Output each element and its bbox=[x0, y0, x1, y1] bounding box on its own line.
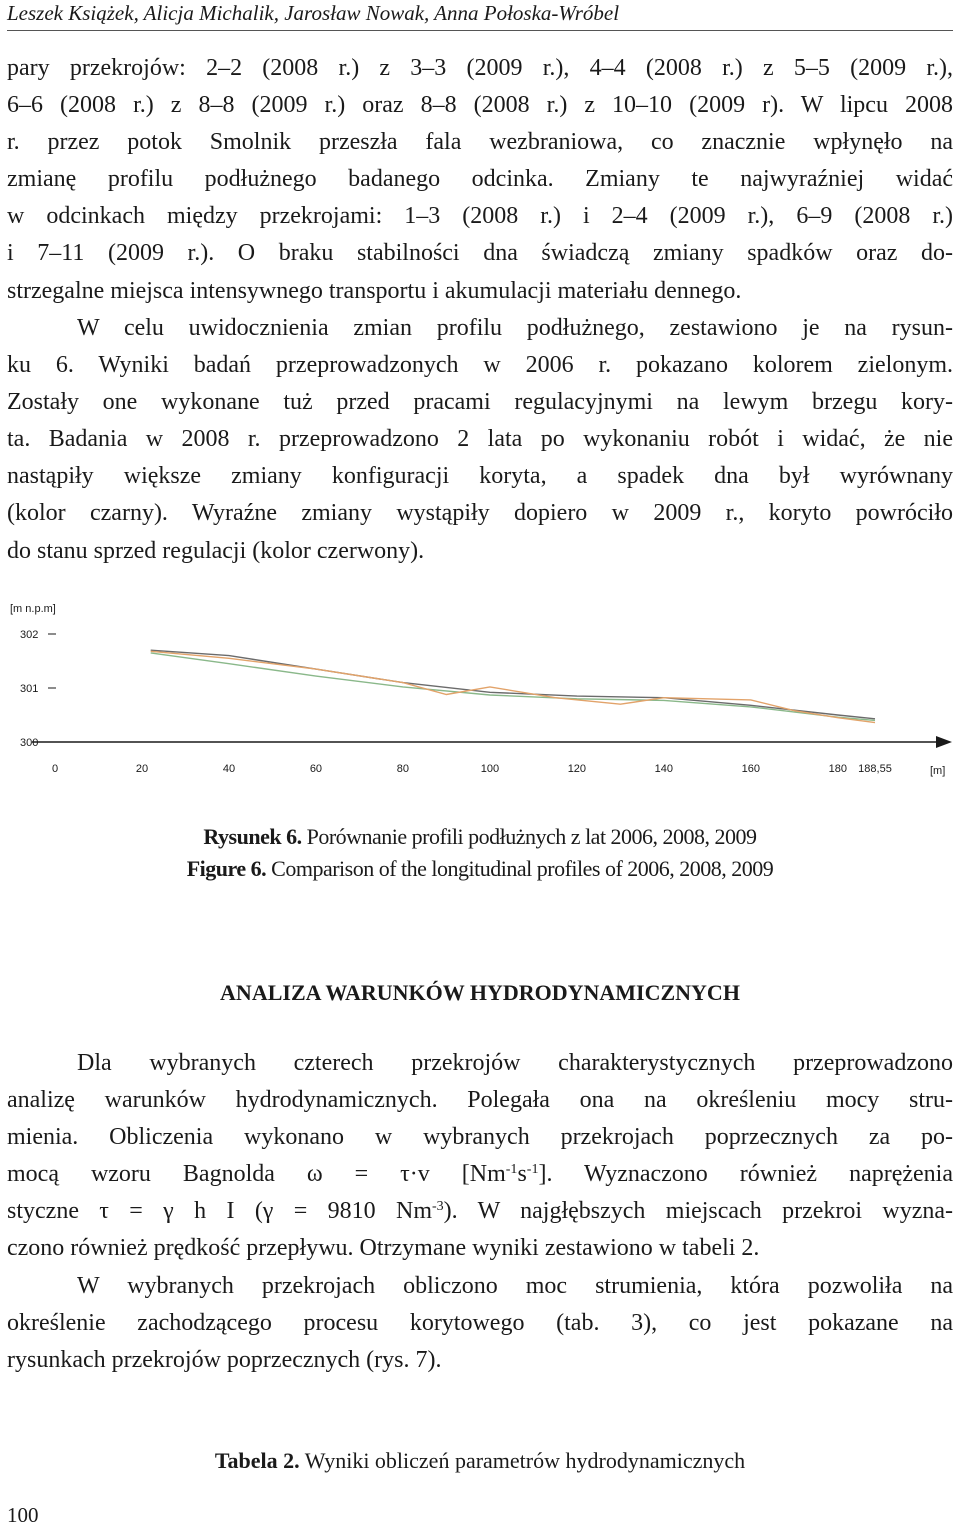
y-tick-label: 300 bbox=[20, 737, 39, 749]
text-line: strzegalne miejsca intensywnego transportu i akumulacji materiału dennego. bbox=[7, 277, 742, 304]
longitudinal-profile-chart bbox=[0, 596, 960, 786]
paragraph-3 bbox=[7, 1045, 953, 1268]
text-line: W wybranych przekrojach obliczono moc strumienia, która pozwoliła na bbox=[77, 1273, 953, 1299]
text-line: w odcinkach między przekrojami: 1–3 (2008 r.) i 2–4 (2009 r.), 6–9 (2008 r.) bbox=[7, 203, 953, 230]
exponent: -1 bbox=[505, 1162, 518, 1178]
paragraph-2 bbox=[7, 310, 953, 570]
series-line-3 bbox=[151, 651, 875, 722]
formula-text: ). W najgłębszych miejscach przekroi wyzna- bbox=[443, 1198, 954, 1225]
y-tick-label: 302 bbox=[20, 629, 39, 641]
paragraph-4 bbox=[7, 1268, 953, 1379]
x-tick-label: 80 bbox=[396, 763, 410, 775]
formula-text: ]. Wyznaczono również naprężenia bbox=[538, 1161, 953, 1188]
figure-label-en: Figure 6. bbox=[186, 856, 267, 881]
text-line: mienia. Obliczenia wykonano w wybranych przekrojach poprzecznych za po- bbox=[7, 1124, 953, 1151]
text-line: 6–6 (2008 r.) z 8–8 (2009 r.) oraz 8–8 (2008 r.) z 10–10 (2009 r). W lipcu 2008 bbox=[7, 92, 953, 119]
page-number: 100 bbox=[7, 1503, 39, 1527]
x-axis-label: [m] bbox=[930, 765, 946, 777]
text-line: ta. Badania w 2008 r. przeprowadzono 2 lata po wykonaniu robót i widać, że nie bbox=[7, 426, 953, 453]
formula-text: s bbox=[517, 1161, 527, 1188]
x-tick-label: 40 bbox=[222, 763, 236, 775]
exponent: -3 bbox=[432, 1199, 444, 1215]
paragraph-1 bbox=[7, 50, 953, 310]
figure-text-pl: Porównanie profili podłużnych z lat 2006, 2008, 2009 bbox=[301, 824, 757, 849]
x-tick-label: 60 bbox=[309, 763, 323, 775]
table-caption bbox=[0, 1446, 960, 1476]
text-line bbox=[7, 1156, 953, 1193]
table-caption-text: Wyniki obliczeń parametrów hydrodynamicznych bbox=[299, 1448, 746, 1473]
figure-caption-en bbox=[0, 854, 960, 884]
y-axis-label: [m n.p.m] bbox=[10, 603, 56, 615]
x-tick-label: 188,55 bbox=[858, 763, 892, 775]
chart-layer bbox=[20, 629, 952, 775]
series-line-1 bbox=[151, 653, 875, 721]
figure-label-pl: Rysunek 6. bbox=[203, 824, 302, 849]
x-tick-label: 160 bbox=[741, 763, 761, 775]
table-label: Tabela 2. bbox=[214, 1448, 300, 1473]
text-line: zmianę profilu podłużnego badanego odcinka. Zmiany te najwyraźniej widać bbox=[7, 166, 953, 193]
figure-caption-pl bbox=[0, 822, 960, 852]
text-line: rysunkach przekrojów poprzecznych (rys. 7). bbox=[7, 1347, 442, 1374]
text-line bbox=[7, 1193, 953, 1230]
text-line: i 7–11 (2009 r.). O braku stabilności dna świadczą zmiany spadków oraz do- bbox=[7, 240, 953, 267]
text-line: do stanu sprzed regulacji (kolor czerwony). bbox=[7, 537, 425, 564]
text-line: określenie zachodzącego procesu korytowego (tab. 3), co jest pokazane na bbox=[7, 1310, 953, 1337]
x-tick-label: 100 bbox=[480, 763, 500, 775]
x-tick-label: 20 bbox=[135, 763, 149, 775]
text-line: czono również prędkość przepływu. Otrzymane wyniki zestawiono w tabeli 2. bbox=[7, 1235, 760, 1262]
chart-svg bbox=[0, 596, 960, 786]
text-line: Zostały one wykonane tuż przed pracami regulacyjnymi na lewym brzegu kory- bbox=[7, 389, 953, 416]
figure-text-en: Comparison of the longitudinal profiles of 2006, 2008, 2009 bbox=[266, 856, 774, 881]
text-line: pary przekrojów: 2–2 (2008 r.) z 3–3 (2009 r.), 4–4 (2008 r.) z 5–5 (2009 r.), bbox=[7, 55, 953, 81]
y-tick-label: 301 bbox=[20, 683, 39, 695]
x-tick-label: 140 bbox=[654, 763, 674, 775]
section-heading: ANALIZA WARUNKÓW HYDRODYNAMICZNYCH bbox=[220, 980, 740, 1005]
text-line: nastąpiły większe zmiany konfiguracji koryta, a spadek dna był wyrównany bbox=[7, 463, 953, 490]
x-tick-label: 120 bbox=[567, 763, 587, 775]
text-line: analizę warunków hydrodynamicznych. Polegała ona na określeniu mocy stru- bbox=[7, 1087, 953, 1114]
text-line: (kolor czarny). Wyraźne zmiany wystąpiły dopiero w 2009 r., koryto powróciło bbox=[7, 500, 953, 527]
x-tick-label: 180 bbox=[828, 763, 847, 775]
running-head: Leszek Książek, Alicja Michalik, Jarosław Nowak, Anna Połoska-Wróbel bbox=[7, 0, 953, 31]
x-tick-label: 0 bbox=[51, 763, 59, 775]
exponent: -1 bbox=[526, 1162, 539, 1178]
text-line: Dla wybranych czterech przekrojów charakterystycznych przeprowadzono bbox=[77, 1050, 953, 1076]
formula-text: mocą wzoru Bagnolda ω = τ·v [Nm bbox=[7, 1161, 506, 1188]
x-axis-arrow bbox=[936, 736, 952, 748]
text-line: r. przez potok Smolnik przeszła fala wezbraniowa, co znacznie wpłynęło na bbox=[7, 129, 953, 156]
formula-text: styczne τ = γ h I (γ = 9810 Nm bbox=[7, 1198, 432, 1225]
text-line: ku 6. Wyniki badań przeprowadzonych w 2006 r. pokazano kolorem zielonym. bbox=[7, 352, 953, 379]
text-line: W celu uwidocznienia zmian profilu podłużnego, zestawiono je na rysun- bbox=[77, 315, 953, 341]
